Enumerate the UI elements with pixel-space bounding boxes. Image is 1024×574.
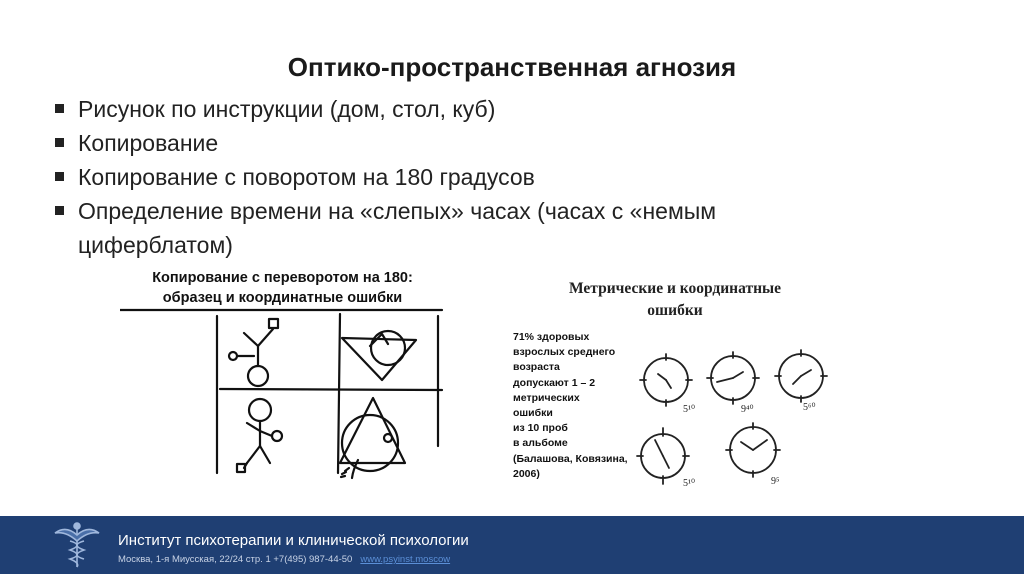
bullet-text: Определение времени на «слепых» часах (часах с «немым [78,198,717,224]
note-line: метрических [513,391,580,404]
footer-address [118,554,450,565]
rotation-copy-figure [120,268,445,504]
clock-faces-drawing [505,278,835,508]
note-line: из 10 проб [513,422,568,435]
bullet-square-icon [55,206,64,215]
bullet-item [52,92,952,126]
bullet-item-continuation [52,228,952,262]
website-link[interactable]: www.psyinst.moscow [360,554,451,565]
note-line: допускают 1 – 2 [513,376,596,389]
left-caption-line: Копирование с переворотом на 180: [152,270,413,286]
bullet-text: Копирование [78,130,219,156]
bullet-item [52,126,952,160]
footer-bar [0,516,1024,574]
clock-label: 5⁶⁰ [803,402,816,413]
bullet-square-icon [55,104,64,113]
bullet-text: циферблатом) [78,232,233,258]
note-line: в альбоме [513,437,568,450]
note-line: возраста [513,361,560,374]
right-caption-line: Метрические и координатные [569,280,781,297]
bullet-text: Копирование с поворотом на 180 градусов [78,164,535,190]
slide-title: Оптико-пространственная агнозия [287,52,737,82]
clock-errors-figure [505,278,835,508]
note-line: ошибки [513,407,553,420]
note-line: (Балашова, Ковязина, [513,452,628,465]
left-figure-caption [120,268,445,308]
clock-label: 9⁵ [771,476,780,487]
clock-label: 9⁴⁰ [741,404,754,415]
bullet-item [52,160,952,194]
note-line: взрослых среднего [513,346,616,359]
bullet-square-icon [55,138,64,147]
bullet-square-icon [55,172,64,181]
clock-label: 5¹⁰ [683,404,696,415]
bullet-item [52,194,952,228]
note-line: 2006) [513,467,540,480]
right-caption-line: ошибки [647,302,703,319]
institute-name: Институт психотерапии и клинической психологии [118,532,469,549]
bullet-list [52,92,952,262]
note-line: 71% здоровых [513,331,590,343]
caduceus-logo-icon [50,519,104,571]
bullet-text: Рисунок по инструкции (дом, стол, куб) [78,96,496,122]
left-caption-line: образец и координатные ошибки [162,290,403,306]
clock-label: 5¹⁰ [683,478,696,489]
address-text: Москва, 1-я Миусская, 22/24 стр. 1 +7(495) 987-44-50 [118,554,353,565]
